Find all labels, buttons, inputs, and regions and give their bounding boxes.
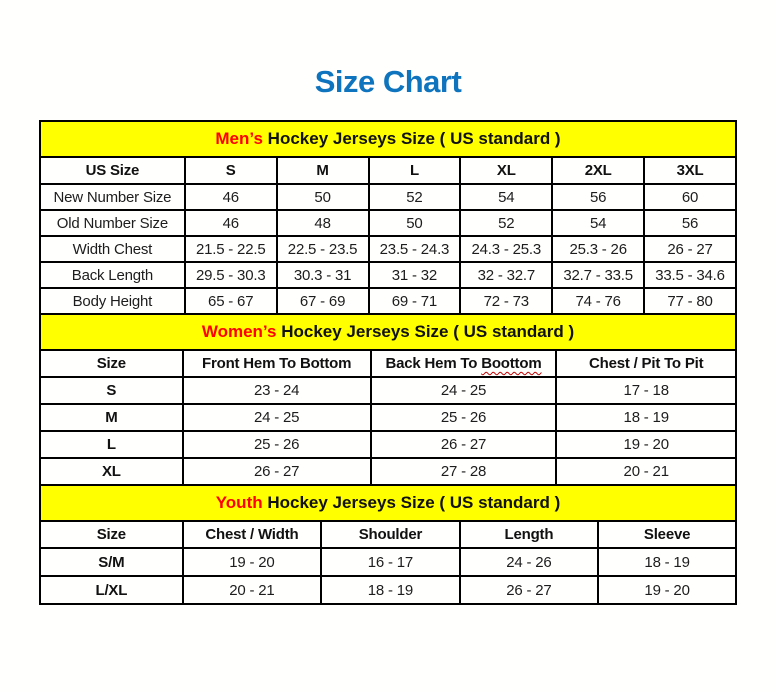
size-cell: 52: [369, 184, 461, 210]
column-header: Sleeve: [598, 521, 736, 548]
size-cell: 25 - 26: [183, 431, 371, 458]
table-row: [40, 210, 736, 236]
womens-size-table: [39, 313, 737, 486]
size-cell: 32 - 32.7: [460, 262, 552, 288]
size-cell: 74 - 76: [552, 288, 644, 314]
column-header: Length: [460, 521, 599, 548]
mens-header-row: [40, 157, 736, 184]
size-cell: 27 - 28: [371, 458, 557, 485]
mens-section-banner: [40, 121, 736, 157]
womens-banner-row: [40, 314, 736, 350]
table-row: [40, 431, 736, 458]
womens-banner-rest: Hockey Jerseys Size ( US standard ): [281, 322, 575, 341]
size-cell: 48: [277, 210, 369, 236]
womens-header-row: [40, 350, 736, 377]
youth-banner-row: [40, 485, 736, 521]
misspelled-word: Boottom: [481, 355, 542, 372]
size-cell: 67 - 69: [277, 288, 369, 314]
size-cell: 52: [460, 210, 552, 236]
size-cell: 16 - 17: [321, 548, 460, 576]
size-cell: 56: [552, 184, 644, 210]
size-cell: 19 - 20: [598, 576, 736, 604]
youth-banner-highlight: Youth: [215, 493, 263, 512]
size-cell: 33.5 - 34.6: [644, 262, 736, 288]
column-header: 3XL: [644, 157, 736, 184]
column-header: L: [369, 157, 461, 184]
size-cell: 24 - 25: [371, 377, 557, 404]
size-cell: 56: [644, 210, 736, 236]
size-cell: 50: [369, 210, 461, 236]
column-header: Front Hem To Bottom: [183, 350, 371, 377]
back-hem-prefix: Back Hem To: [385, 355, 482, 372]
size-cell: 24 - 25: [183, 404, 371, 431]
page-title: Size Chart: [314, 64, 462, 99]
row-label: Old Number Size: [40, 210, 185, 236]
mens-banner-rest: Hockey Jerseys Size ( US standard ): [267, 129, 561, 148]
size-cell: 31 - 32: [369, 262, 461, 288]
table-row: [40, 548, 736, 576]
womens-banner-highlight: Women’s: [201, 322, 277, 341]
size-cell: 18 - 19: [321, 576, 460, 604]
row-label: M: [40, 404, 183, 431]
table-row: [40, 404, 736, 431]
size-cell: 32.7 - 33.5: [552, 262, 644, 288]
youth-size-table: [39, 484, 737, 605]
row-label: Width Chest: [40, 236, 185, 262]
column-header: Chest / Pit To Pit: [556, 350, 736, 377]
table-row: [40, 288, 736, 314]
mens-banner-row: [40, 121, 736, 157]
size-cell: 19 - 20: [556, 431, 736, 458]
row-label: XL: [40, 458, 183, 485]
table-row: [40, 377, 736, 404]
size-cell: 60: [644, 184, 736, 210]
mens-banner-highlight: Men’s: [215, 129, 263, 148]
column-header: Chest / Width: [183, 521, 322, 548]
size-cell: 30.3 - 31: [277, 262, 369, 288]
table-row: [40, 184, 736, 210]
size-chart-tables: [0, 120, 776, 605]
size-cell: 20 - 21: [556, 458, 736, 485]
size-cell: 18 - 19: [598, 548, 736, 576]
column-header: XL: [460, 157, 552, 184]
mens-size-table: [39, 120, 737, 315]
size-cell: 21.5 - 22.5: [185, 236, 277, 262]
size-cell: 54: [552, 210, 644, 236]
size-cell: 25.3 - 26: [552, 236, 644, 262]
column-header: Shoulder: [321, 521, 460, 548]
column-header: Size: [40, 350, 183, 377]
size-cell: 26 - 27: [371, 431, 557, 458]
youth-header-row: [40, 521, 736, 548]
size-cell: 19 - 20: [183, 548, 322, 576]
size-cell: 65 - 67: [185, 288, 277, 314]
row-label: L/XL: [40, 576, 183, 604]
size-cell: 23 - 24: [183, 377, 371, 404]
column-header: M: [277, 157, 369, 184]
size-cell: 50: [277, 184, 369, 210]
size-cell: 26 - 27: [460, 576, 599, 604]
youth-banner-rest: Hockey Jerseys Size ( US standard ): [267, 493, 561, 512]
size-cell: 22.5 - 23.5: [277, 236, 369, 262]
size-cell: 77 - 80: [644, 288, 736, 314]
row-label: L: [40, 431, 183, 458]
table-row: [40, 576, 736, 604]
size-cell: 72 - 73: [460, 288, 552, 314]
size-cell: 46: [185, 184, 277, 210]
row-label: S/M: [40, 548, 183, 576]
column-header-back-hem: [371, 350, 557, 377]
womens-section-banner: [40, 314, 736, 350]
size-cell: 54: [460, 184, 552, 210]
size-cell: 24 - 26: [460, 548, 599, 576]
size-cell: 17 - 18: [556, 377, 736, 404]
size-cell: 18 - 19: [556, 404, 736, 431]
size-cell: 69 - 71: [369, 288, 461, 314]
size-cell: 25 - 26: [371, 404, 557, 431]
row-label: Body Height: [40, 288, 185, 314]
size-cell: 26 - 27: [644, 236, 736, 262]
size-cell: 26 - 27: [183, 458, 371, 485]
column-header: Size: [40, 521, 183, 548]
size-cell: 20 - 21: [183, 576, 322, 604]
table-row: [40, 236, 736, 262]
size-cell: 24.3 - 25.3: [460, 236, 552, 262]
youth-section-banner: [40, 485, 736, 521]
row-label: New Number Size: [40, 184, 185, 210]
size-cell: 23.5 - 24.3: [369, 236, 461, 262]
row-label: S: [40, 377, 183, 404]
table-row: [40, 458, 736, 485]
size-cell: 46: [185, 210, 277, 236]
table-row: [40, 262, 736, 288]
column-header: US Size: [40, 157, 185, 184]
column-header: S: [185, 157, 277, 184]
column-header: 2XL: [552, 157, 644, 184]
row-label: Back Length: [40, 262, 185, 288]
size-cell: 29.5 - 30.3: [185, 262, 277, 288]
